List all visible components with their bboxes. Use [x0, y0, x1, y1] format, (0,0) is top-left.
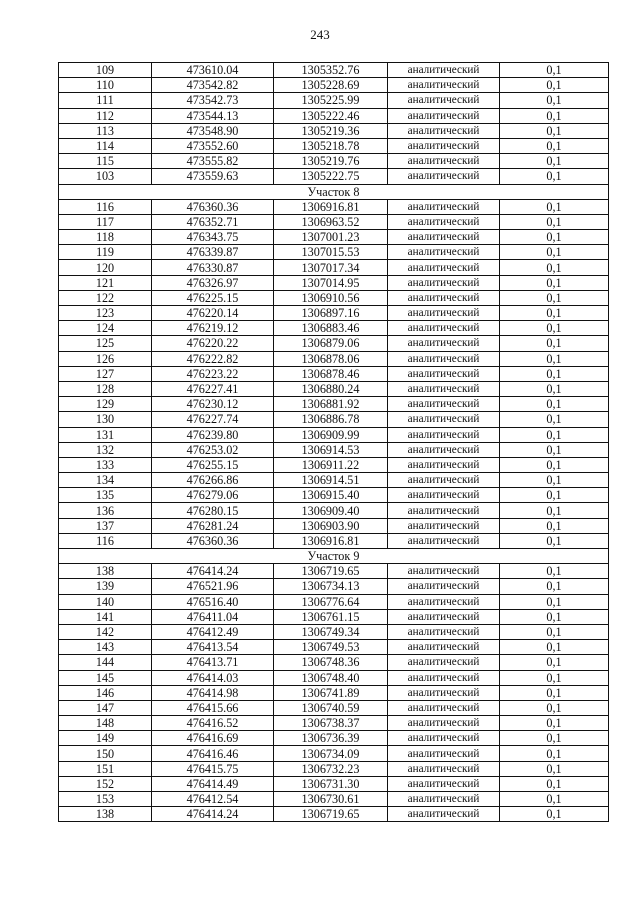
table-row: [59, 776, 609, 791]
point-number-cell: 148: [59, 716, 152, 731]
table-row: [59, 336, 609, 351]
table-row: [59, 412, 609, 427]
table-row: [59, 78, 609, 93]
x-coordinate-cell: 473552.60: [152, 138, 274, 153]
accuracy-cell: 0,1: [500, 640, 609, 655]
accuracy-cell: 0,1: [500, 594, 609, 609]
accuracy-cell: 0,1: [500, 154, 609, 169]
accuracy-cell: 0,1: [500, 169, 609, 184]
method-cell: аналитический: [388, 473, 500, 488]
point-number-cell: 112: [59, 108, 152, 123]
x-coordinate-cell: 476253.02: [152, 442, 274, 457]
table-row: [59, 351, 609, 366]
x-coordinate-cell: 476414.24: [152, 807, 274, 822]
point-number-cell: 110: [59, 78, 152, 93]
point-number-cell: 137: [59, 518, 152, 533]
method-cell: аналитический: [388, 655, 500, 670]
x-coordinate-cell: 476227.41: [152, 381, 274, 396]
method-cell: аналитический: [388, 93, 500, 108]
point-number-cell: 114: [59, 138, 152, 153]
method-cell: аналитический: [388, 123, 500, 138]
method-cell: аналитический: [388, 503, 500, 518]
y-coordinate-cell: 1306881.92: [274, 397, 388, 412]
y-coordinate-cell: 1306719.65: [274, 564, 388, 579]
x-coordinate-cell: 476220.14: [152, 306, 274, 321]
table-row: [59, 214, 609, 229]
method-cell: аналитический: [388, 594, 500, 609]
section-header-row: [59, 184, 609, 199]
x-coordinate-cell: 476266.86: [152, 473, 274, 488]
table-row: [59, 579, 609, 594]
x-coordinate-cell: 476413.71: [152, 655, 274, 670]
method-cell: аналитический: [388, 761, 500, 776]
x-coordinate-cell: 476411.04: [152, 609, 274, 624]
accuracy-cell: 0,1: [500, 792, 609, 807]
x-coordinate-cell: 476326.97: [152, 275, 274, 290]
point-number-cell: 145: [59, 670, 152, 685]
x-coordinate-cell: 476414.03: [152, 670, 274, 685]
y-coordinate-cell: 1305219.76: [274, 154, 388, 169]
accuracy-cell: 0,1: [500, 108, 609, 123]
table-row: [59, 518, 609, 533]
table-row: [59, 397, 609, 412]
table-row: [59, 473, 609, 488]
accuracy-cell: 0,1: [500, 609, 609, 624]
accuracy-cell: 0,1: [500, 442, 609, 457]
x-coordinate-cell: 476415.75: [152, 761, 274, 776]
x-coordinate-cell: 476414.98: [152, 685, 274, 700]
x-coordinate-cell: 476339.87: [152, 245, 274, 260]
x-coordinate-cell: 476360.36: [152, 533, 274, 548]
accuracy-cell: 0,1: [500, 275, 609, 290]
table-row: [59, 609, 609, 624]
point-number-cell: 149: [59, 731, 152, 746]
accuracy-cell: 0,1: [500, 761, 609, 776]
accuracy-cell: 0,1: [500, 427, 609, 442]
x-coordinate-cell: 476416.46: [152, 746, 274, 761]
accuracy-cell: 0,1: [500, 670, 609, 685]
table-row: [59, 533, 609, 548]
accuracy-cell: 0,1: [500, 579, 609, 594]
accuracy-cell: 0,1: [500, 290, 609, 305]
y-coordinate-cell: 1305219.36: [274, 123, 388, 138]
x-coordinate-cell: 476239.80: [152, 427, 274, 442]
x-coordinate-cell: 476412.49: [152, 624, 274, 639]
y-coordinate-cell: 1306749.34: [274, 624, 388, 639]
table-row: [59, 245, 609, 260]
accuracy-cell: 0,1: [500, 351, 609, 366]
accuracy-cell: 0,1: [500, 564, 609, 579]
x-coordinate-cell: 476521.96: [152, 579, 274, 594]
y-coordinate-cell: 1306741.89: [274, 685, 388, 700]
y-coordinate-cell: 1307001.23: [274, 230, 388, 245]
y-coordinate-cell: 1306879.06: [274, 336, 388, 351]
accuracy-cell: 0,1: [500, 63, 609, 78]
point-number-cell: 142: [59, 624, 152, 639]
table-row: [59, 594, 609, 609]
accuracy-cell: 0,1: [500, 807, 609, 822]
point-number-cell: 136: [59, 503, 152, 518]
x-coordinate-cell: 476412.54: [152, 792, 274, 807]
method-cell: аналитический: [388, 214, 500, 229]
method-cell: аналитический: [388, 336, 500, 351]
x-coordinate-cell: 476414.24: [152, 564, 274, 579]
x-coordinate-cell: 476223.22: [152, 366, 274, 381]
point-number-cell: 122: [59, 290, 152, 305]
point-number-cell: 120: [59, 260, 152, 275]
table-row: [59, 503, 609, 518]
method-cell: аналитический: [388, 700, 500, 715]
method-cell: аналитический: [388, 579, 500, 594]
accuracy-cell: 0,1: [500, 93, 609, 108]
point-number-cell: 116: [59, 533, 152, 548]
x-coordinate-cell: 476414.49: [152, 776, 274, 791]
method-cell: аналитический: [388, 78, 500, 93]
accuracy-cell: 0,1: [500, 700, 609, 715]
y-coordinate-cell: 1306915.40: [274, 488, 388, 503]
accuracy-cell: 0,1: [500, 214, 609, 229]
table-row: [59, 792, 609, 807]
coordinates-table: [58, 62, 609, 822]
method-cell: аналитический: [388, 564, 500, 579]
point-number-cell: 139: [59, 579, 152, 594]
y-coordinate-cell: 1306878.46: [274, 366, 388, 381]
x-coordinate-cell: 476416.69: [152, 731, 274, 746]
method-cell: аналитический: [388, 624, 500, 639]
y-coordinate-cell: 1305222.46: [274, 108, 388, 123]
accuracy-cell: 0,1: [500, 412, 609, 427]
y-coordinate-cell: 1306909.99: [274, 427, 388, 442]
y-coordinate-cell: 1306909.40: [274, 503, 388, 518]
y-coordinate-cell: 1306963.52: [274, 214, 388, 229]
table-row: [59, 138, 609, 153]
table-row: [59, 230, 609, 245]
point-number-cell: 129: [59, 397, 152, 412]
table-row: [59, 457, 609, 472]
accuracy-cell: 0,1: [500, 731, 609, 746]
y-coordinate-cell: 1306776.64: [274, 594, 388, 609]
section-title: Участок 9: [59, 549, 609, 564]
accuracy-cell: 0,1: [500, 624, 609, 639]
table-row: [59, 199, 609, 214]
point-number-cell: 150: [59, 746, 152, 761]
y-coordinate-cell: 1305225.99: [274, 93, 388, 108]
x-coordinate-cell: 473559.63: [152, 169, 274, 184]
accuracy-cell: 0,1: [500, 488, 609, 503]
method-cell: аналитический: [388, 138, 500, 153]
accuracy-cell: 0,1: [500, 123, 609, 138]
point-number-cell: 138: [59, 564, 152, 579]
table-row: [59, 260, 609, 275]
x-coordinate-cell: 476227.74: [152, 412, 274, 427]
method-cell: аналитический: [388, 792, 500, 807]
y-coordinate-cell: 1306761.15: [274, 609, 388, 624]
method-cell: аналитический: [388, 533, 500, 548]
point-number-cell: 144: [59, 655, 152, 670]
accuracy-cell: 0,1: [500, 306, 609, 321]
method-cell: аналитический: [388, 412, 500, 427]
accuracy-cell: 0,1: [500, 716, 609, 731]
x-coordinate-cell: 473610.04: [152, 63, 274, 78]
table-row: [59, 108, 609, 123]
method-cell: аналитический: [388, 154, 500, 169]
table-row: [59, 488, 609, 503]
accuracy-cell: 0,1: [500, 230, 609, 245]
point-number-cell: 147: [59, 700, 152, 715]
accuracy-cell: 0,1: [500, 366, 609, 381]
x-coordinate-cell: 473542.82: [152, 78, 274, 93]
accuracy-cell: 0,1: [500, 397, 609, 412]
table-row: [59, 93, 609, 108]
accuracy-cell: 0,1: [500, 746, 609, 761]
method-cell: аналитический: [388, 807, 500, 822]
x-coordinate-cell: 476413.54: [152, 640, 274, 655]
table-row: [59, 123, 609, 138]
y-coordinate-cell: 1306736.39: [274, 731, 388, 746]
accuracy-cell: 0,1: [500, 518, 609, 533]
x-coordinate-cell: 476415.66: [152, 700, 274, 715]
point-number-cell: 132: [59, 442, 152, 457]
method-cell: аналитический: [388, 731, 500, 746]
table-row: [59, 321, 609, 336]
table-row: [59, 306, 609, 321]
method-cell: аналитический: [388, 716, 500, 731]
table-row: [59, 731, 609, 746]
y-coordinate-cell: 1305218.78: [274, 138, 388, 153]
method-cell: аналитический: [388, 776, 500, 791]
table-row: [59, 655, 609, 670]
x-coordinate-cell: 476416.52: [152, 716, 274, 731]
point-number-cell: 143: [59, 640, 152, 655]
y-coordinate-cell: 1306914.51: [274, 473, 388, 488]
y-coordinate-cell: 1306749.53: [274, 640, 388, 655]
y-coordinate-cell: 1306732.23: [274, 761, 388, 776]
method-cell: аналитический: [388, 321, 500, 336]
method-cell: аналитический: [388, 366, 500, 381]
method-cell: аналитический: [388, 199, 500, 214]
point-number-cell: 151: [59, 761, 152, 776]
point-number-cell: 111: [59, 93, 152, 108]
accuracy-cell: 0,1: [500, 685, 609, 700]
accuracy-cell: 0,1: [500, 655, 609, 670]
accuracy-cell: 0,1: [500, 321, 609, 336]
table-row: [59, 381, 609, 396]
accuracy-cell: 0,1: [500, 78, 609, 93]
y-coordinate-cell: 1306731.30: [274, 776, 388, 791]
y-coordinate-cell: 1306914.53: [274, 442, 388, 457]
section-title: Участок 8: [59, 184, 609, 199]
x-coordinate-cell: 476330.87: [152, 260, 274, 275]
point-number-cell: 140: [59, 594, 152, 609]
method-cell: аналитический: [388, 609, 500, 624]
point-number-cell: 117: [59, 214, 152, 229]
accuracy-cell: 0,1: [500, 245, 609, 260]
method-cell: аналитический: [388, 260, 500, 275]
y-coordinate-cell: 1305352.76: [274, 63, 388, 78]
y-coordinate-cell: 1306886.78: [274, 412, 388, 427]
accuracy-cell: 0,1: [500, 503, 609, 518]
method-cell: аналитический: [388, 518, 500, 533]
page-number: 243: [310, 27, 330, 42]
method-cell: аналитический: [388, 306, 500, 321]
y-coordinate-cell: 1307017.34: [274, 260, 388, 275]
table-row: [59, 761, 609, 776]
table-row: [59, 154, 609, 169]
section-header-row: [59, 549, 609, 564]
point-number-cell: 119: [59, 245, 152, 260]
x-coordinate-cell: 476516.40: [152, 594, 274, 609]
y-coordinate-cell: 1306880.24: [274, 381, 388, 396]
point-number-cell: 146: [59, 685, 152, 700]
point-number-cell: 138: [59, 807, 152, 822]
table-row: [59, 63, 609, 78]
x-coordinate-cell: 473544.13: [152, 108, 274, 123]
method-cell: аналитический: [388, 230, 500, 245]
x-coordinate-cell: 476220.22: [152, 336, 274, 351]
table-row: [59, 700, 609, 715]
method-cell: аналитический: [388, 685, 500, 700]
table-row: [59, 169, 609, 184]
point-number-cell: 133: [59, 457, 152, 472]
method-cell: аналитический: [388, 488, 500, 503]
x-coordinate-cell: 473548.90: [152, 123, 274, 138]
point-number-cell: 152: [59, 776, 152, 791]
table-row: [59, 275, 609, 290]
point-number-cell: 123: [59, 306, 152, 321]
y-coordinate-cell: 1305222.75: [274, 169, 388, 184]
y-coordinate-cell: 1306748.36: [274, 655, 388, 670]
point-number-cell: 125: [59, 336, 152, 351]
table-row: [59, 685, 609, 700]
table-row: [59, 640, 609, 655]
table-row: [59, 716, 609, 731]
table-row: [59, 670, 609, 685]
accuracy-cell: 0,1: [500, 457, 609, 472]
y-coordinate-cell: 1306730.61: [274, 792, 388, 807]
table-row: [59, 624, 609, 639]
method-cell: аналитический: [388, 108, 500, 123]
coordinates-table-body: [59, 63, 609, 822]
table-row: [59, 290, 609, 305]
method-cell: аналитический: [388, 290, 500, 305]
point-number-cell: 135: [59, 488, 152, 503]
table-row: [59, 442, 609, 457]
method-cell: аналитический: [388, 381, 500, 396]
accuracy-cell: 0,1: [500, 533, 609, 548]
point-number-cell: 141: [59, 609, 152, 624]
table-row: [59, 746, 609, 761]
x-coordinate-cell: 476279.06: [152, 488, 274, 503]
accuracy-cell: 0,1: [500, 138, 609, 153]
accuracy-cell: 0,1: [500, 199, 609, 214]
y-coordinate-cell: 1306916.81: [274, 199, 388, 214]
y-coordinate-cell: 1306878.06: [274, 351, 388, 366]
table-row: [59, 366, 609, 381]
x-coordinate-cell: 476222.82: [152, 351, 274, 366]
method-cell: аналитический: [388, 63, 500, 78]
method-cell: аналитический: [388, 746, 500, 761]
method-cell: аналитический: [388, 169, 500, 184]
point-number-cell: 131: [59, 427, 152, 442]
accuracy-cell: 0,1: [500, 473, 609, 488]
table-row: [59, 807, 609, 822]
x-coordinate-cell: 476352.71: [152, 214, 274, 229]
accuracy-cell: 0,1: [500, 260, 609, 275]
point-number-cell: 128: [59, 381, 152, 396]
method-cell: аналитический: [388, 457, 500, 472]
point-number-cell: 124: [59, 321, 152, 336]
x-coordinate-cell: 476280.15: [152, 503, 274, 518]
point-number-cell: 109: [59, 63, 152, 78]
point-number-cell: 116: [59, 199, 152, 214]
method-cell: аналитический: [388, 275, 500, 290]
point-number-cell: 121: [59, 275, 152, 290]
point-number-cell: 153: [59, 792, 152, 807]
x-coordinate-cell: 476281.24: [152, 518, 274, 533]
x-coordinate-cell: 476230.12: [152, 397, 274, 412]
point-number-cell: 127: [59, 366, 152, 381]
accuracy-cell: 0,1: [500, 776, 609, 791]
table-row: [59, 427, 609, 442]
x-coordinate-cell: 473542.73: [152, 93, 274, 108]
x-coordinate-cell: 476255.15: [152, 457, 274, 472]
point-number-cell: 115: [59, 154, 152, 169]
method-cell: аналитический: [388, 245, 500, 260]
y-coordinate-cell: 1306734.13: [274, 579, 388, 594]
method-cell: аналитический: [388, 351, 500, 366]
point-number-cell: 130: [59, 412, 152, 427]
x-coordinate-cell: 476360.36: [152, 199, 274, 214]
point-number-cell: 113: [59, 123, 152, 138]
y-coordinate-cell: 1306897.16: [274, 306, 388, 321]
method-cell: аналитический: [388, 442, 500, 457]
y-coordinate-cell: 1306738.37: [274, 716, 388, 731]
accuracy-cell: 0,1: [500, 336, 609, 351]
method-cell: аналитический: [388, 670, 500, 685]
method-cell: аналитический: [388, 397, 500, 412]
y-coordinate-cell: 1307015.53: [274, 245, 388, 260]
x-coordinate-cell: 476225.15: [152, 290, 274, 305]
point-number-cell: 134: [59, 473, 152, 488]
y-coordinate-cell: 1306748.40: [274, 670, 388, 685]
point-number-cell: 118: [59, 230, 152, 245]
y-coordinate-cell: 1306910.56: [274, 290, 388, 305]
point-number-cell: 103: [59, 169, 152, 184]
y-coordinate-cell: 1306734.09: [274, 746, 388, 761]
accuracy-cell: 0,1: [500, 381, 609, 396]
y-coordinate-cell: 1307014.95: [274, 275, 388, 290]
y-coordinate-cell: 1306903.90: [274, 518, 388, 533]
method-cell: аналитический: [388, 640, 500, 655]
y-coordinate-cell: 1306883.46: [274, 321, 388, 336]
y-coordinate-cell: 1306911.22: [274, 457, 388, 472]
x-coordinate-cell: 476343.75: [152, 230, 274, 245]
x-coordinate-cell: 476219.12: [152, 321, 274, 336]
y-coordinate-cell: 1306740.59: [274, 700, 388, 715]
point-number-cell: 126: [59, 351, 152, 366]
x-coordinate-cell: 473555.82: [152, 154, 274, 169]
table-row: [59, 564, 609, 579]
y-coordinate-cell: 1306916.81: [274, 533, 388, 548]
y-coordinate-cell: 1305228.69: [274, 78, 388, 93]
method-cell: аналитический: [388, 427, 500, 442]
y-coordinate-cell: 1306719.65: [274, 807, 388, 822]
